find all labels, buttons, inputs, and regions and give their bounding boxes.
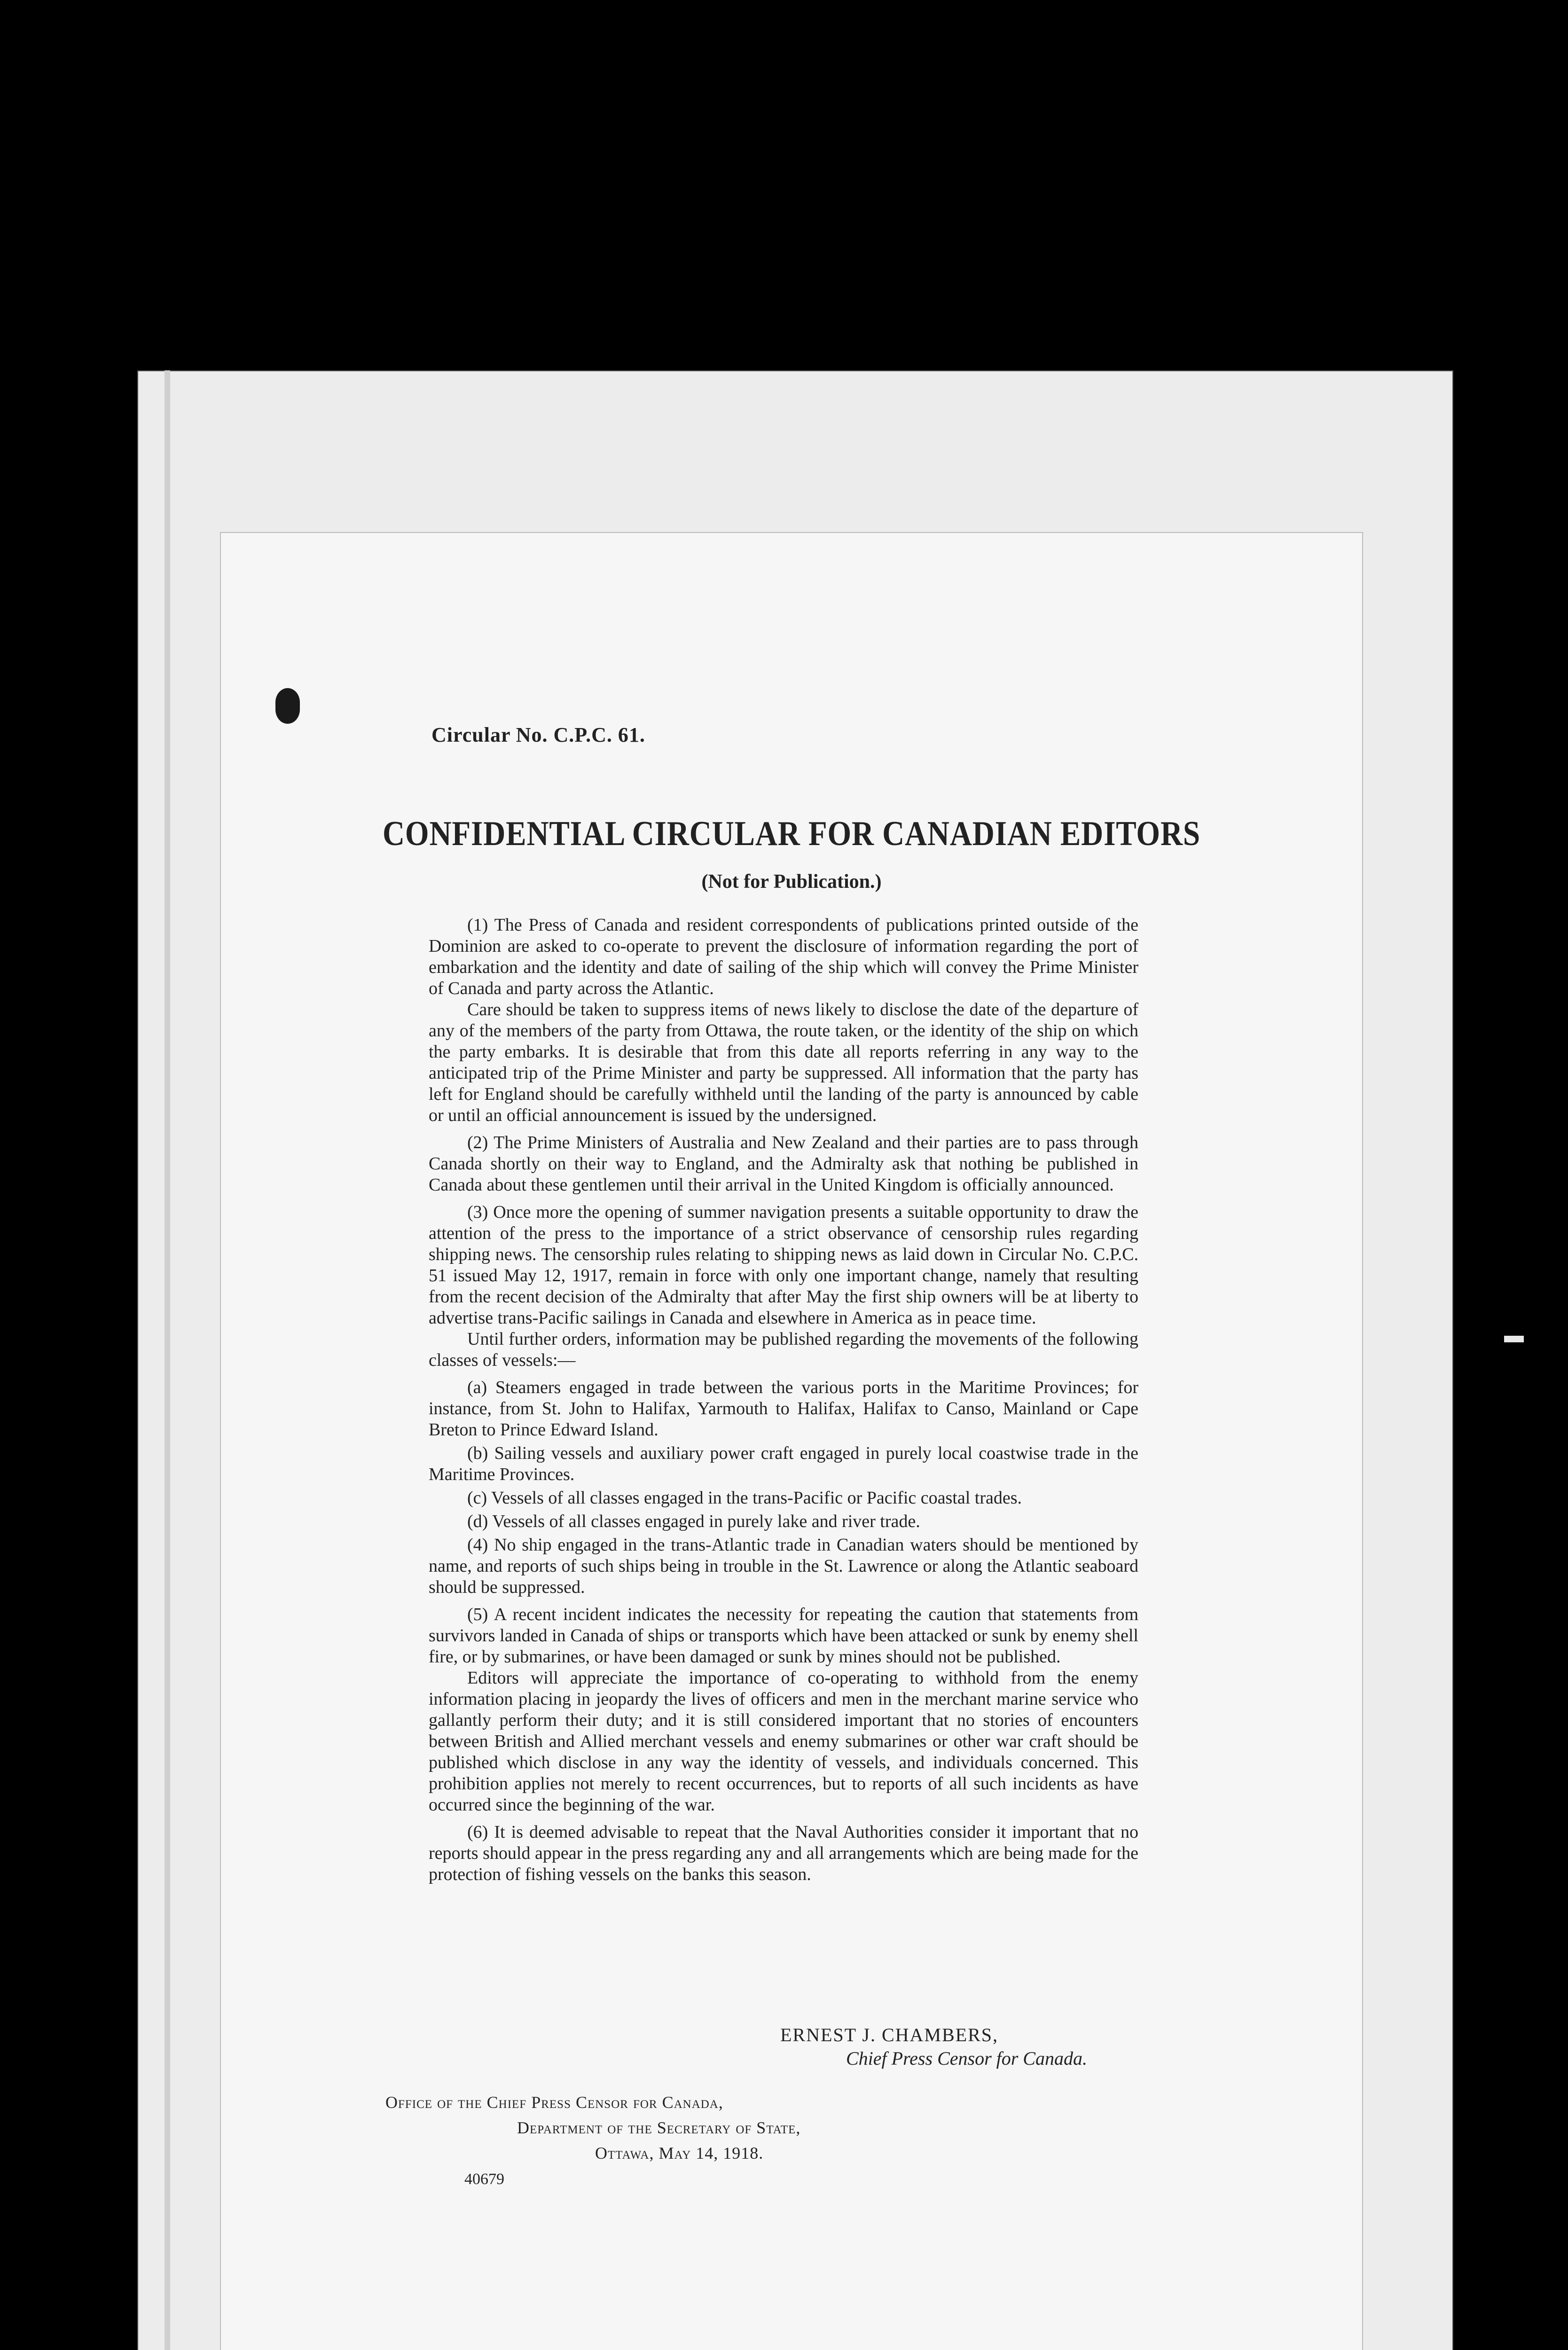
paragraph-2: (2) The Prime Ministers of Australia and New Zealand and their parties are to pass through Canada shortly on their way to England, and the Admiralty ask that nothing be published in Canada about these gentlemen until their arrival in the United Kingdom is officially announced.: [429, 1133, 1138, 1195]
circular-page: [220, 532, 1363, 2350]
paragraph-5-continued: Editors will appreciate the importance of co-operating to withhold from the enemy information placing in jeopardy the lives of officers and men in the merchant marine service who gallantly perform their duty; and it is still considered important that no stories of encounters between British and Allied merchant vessels and enemy submarines or other war craft should be published which disclose in any way the identity of vessels, and individuals concerned. This prohibition applies not merely to recent occurrences, but to reports of all such incidents as have occurred since the beginning of the war.: [429, 1668, 1138, 1815]
circular-body: [429, 915, 1138, 1891]
office-line-1: Office of the Chief Press Censor for Canada,: [385, 2093, 723, 2112]
office-date-line: Ottawa, May 14, 1918.: [595, 2144, 764, 2162]
vessel-class-c: (c) Vessels of all classes engaged in the trans-Pacific or Pacific coastal trades.: [467, 1488, 1022, 1508]
signatory-name: ERNEST J. CHAMBERS,: [780, 2024, 999, 2045]
margin-mark: [1504, 1336, 1524, 1342]
vessel-class-a: (a) Steamers engaged in trade between the various ports in the Maritime Provinces; for instance, from St. John to Halifax, Yarmouth to Halifax, Halifax to Canso, Mainland or Cape Breton to Prince Edward Island.: [429, 1378, 1138, 1440]
signatory-title: Chief Press Censor for Canada.: [846, 2048, 1087, 2069]
vessel-class-d: (d) Vessels of all classes engaged in purely lake and river trade.: [467, 1512, 920, 1531]
paragraph-1-continued: Care should be taken to suppress items of news likely to disclose the date of the departure of any of the members of the party from Ottawa, the route taken, or the identity of the ship on which the party embarks. It is desirable that from this date all reports referring in any way to the anticipated trip of the Prime Minister and party be suppressed. All information that the party has left for England should be carefully withheld until the landing of the party is announced by cable or until an official announcement is issued by the undersigned.: [429, 1000, 1138, 1125]
paragraph-3-continued: Until further orders, information may be published regarding the movements of the following classes of vessels:—: [429, 1329, 1138, 1370]
paragraph-3: (3) Once more the opening of summer navigation presents a suitable opportunity to draw the attention of the press to the importance of a strict observance of censorship rules regarding shipping news. The censorship rules relating to shipping news as laid down in Circular No. C.P.C. 51 issued May 12, 1917, remain in force with only one important change, namely that resulting from the recent decision of the Admiralty that after May the first ship owners will be at liberty to advertise trans-Pacific sailings in Canada and elsewhere in America as in peace time.: [429, 1202, 1138, 1328]
paragraph-1: (1) The Press of Canada and resident correspondents of publications printed outside of the Dominion are asked to co-operate to prevent the disclosure of information regarding the port of embarkation and the identity and date of sailing of the ship which will convey the Prime Minister of Canada and party across the Atlantic.: [429, 915, 1138, 998]
punch-hole-icon: [275, 688, 300, 724]
paragraph-4: (4) No ship engaged in the trans-Atlantic trade in Canadian waters should be mentioned by name, and reports of such ships being in trouble in the St. Lawrence or along the Atlantic seaboard should be suppressed.: [429, 1535, 1138, 1597]
backing-sheet-edge: [165, 370, 170, 2350]
file-number: 40679: [464, 2170, 504, 2188]
paragraph-6: (6) It is deemed advisable to repeat that the Naval Authorities consider it important that no reports should appear in the press regarding any and all arrangements which are being made for the protection of fishing vessels on the banks this season.: [429, 1822, 1138, 1884]
paragraph-5: (5) A recent incident indicates the necessity for repeating the caution that statements from survivors landed in Canada of ships or transports which have been attacked or sunk by enemy shell fire, or by submarines, or have been damaged or sunk by mines should not be published.: [429, 1605, 1138, 1667]
circular-subtitle: (Not for Publication.): [701, 871, 882, 893]
circular-title: CONFIDENTIAL CIRCULAR FOR CANADIAN EDITORS: [383, 815, 1200, 853]
office-line-2: Department of the Secretary of State,: [517, 2118, 801, 2137]
circular-number: Circular No. C.P.C. 61.: [431, 723, 645, 746]
vessel-class-b: (b) Sailing vessels and auxiliary power craft engaged in purely local coastwise trade in the Maritime Provinces.: [429, 1443, 1138, 1484]
